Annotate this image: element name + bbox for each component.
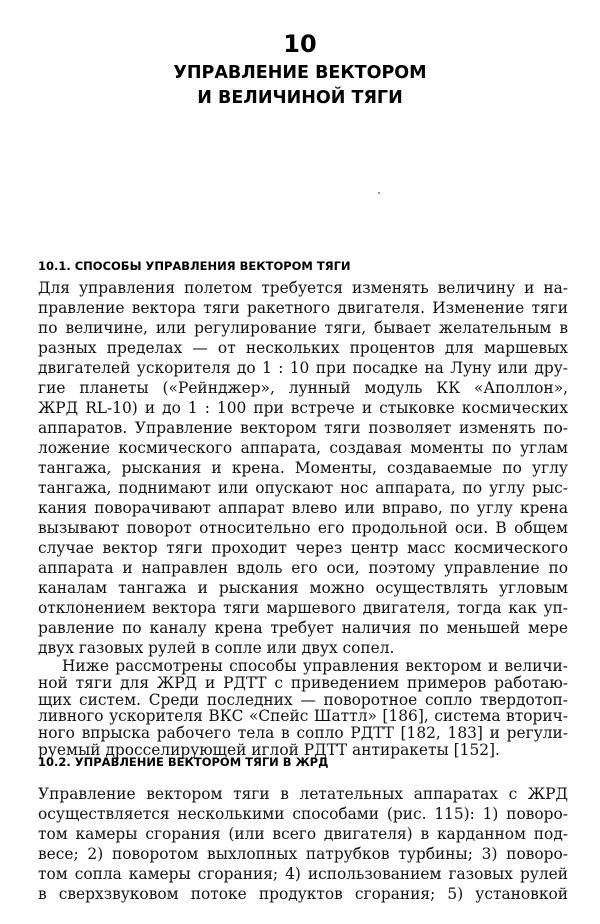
text-line: ложение космического аппарата, создавая моменты по углам	[38, 439, 568, 457]
text-line: том сопла камеры сгорания; 4) использованием газовых рулей	[38, 865, 568, 883]
page-speck	[378, 192, 380, 194]
text-line: аппаратов. Управление вектором тяги позволяет изменять по-	[38, 419, 568, 437]
section-heading-10-2: 10.2. УПРАВЛЕНИЕ ВЕКТОРОМ ТЯГИ В ЖРД	[38, 755, 329, 769]
text-line: руемый дросселирующей иглой РДТТ антиракеты [152].	[38, 741, 500, 759]
text-line: тангажа, поднимают или опускают нос аппарата, по углу рыс-	[38, 479, 568, 497]
chapter-title-line-2: И ВЕЛИЧИНОЙ ТЯГИ	[197, 88, 403, 108]
text-line: Управление вектором тяги в летательных аппаратах с ЖРД	[38, 785, 568, 803]
text-line: правление вектора тяги ракетного двигателя. Изменение тяги	[38, 299, 568, 317]
chapter-number: 10	[283, 30, 317, 58]
text-line: равление по каналу крена требует наличия по меньшей мере	[38, 619, 568, 637]
chapter-title-line-1: УПРАВЛЕНИЕ ВЕКТОРОМ	[173, 63, 427, 83]
text-line: двух газовых рулей в сопле или двух сопел.	[38, 639, 395, 657]
text-line: случае вектор тяги проходит через центр масс космического	[38, 539, 568, 557]
text-line: ного впрыска рабочего тела в сопло РДТТ [182, 183] и регули-	[38, 724, 568, 743]
text-line: осуществляется несколькими способами (рис. 115): 1) поворо-	[38, 805, 568, 823]
text-line: разных пределах — от нескольких процентов для маршевых	[38, 339, 568, 357]
text-line: гие планеты («Рейнджер», лунный модуль КК «Аполлон»,	[38, 379, 568, 397]
text-line: Ниже рассмотрены способы управления вектором и величи-	[62, 657, 568, 675]
text-line: ЖРД RL-10) и до 1 : 100 при встрече и стыковке космических	[38, 399, 568, 417]
text-line: Для управления полетом требуется изменять величину и на-	[38, 279, 568, 297]
text-line: вызывают поворот относительно его продольной оси. В общем	[38, 519, 568, 537]
text-line: щих систем. Среди последних — поворотное сопло твердотоп-	[38, 690, 568, 709]
text-line: каналам тангажа и рыскания можно осуществлять угловым	[38, 579, 568, 597]
text-line: по величине, или регулирование тяги, бывает желательным в	[38, 319, 568, 337]
text-line: весе; 2) поворотом выхлопных патрубков турбины; 3) поворо-	[38, 845, 568, 863]
section-heading-10-1: 10.1. СПОСОБЫ УПРАВЛЕНИЯ ВЕКТОРОМ ТЯГИ	[38, 259, 351, 273]
text-line: том камеры сгорания (или всего двигателя) в карданном под-	[38, 825, 568, 843]
text-line: в сверхзвуковом потоке продуктов сгорания; 5) установкой	[38, 885, 568, 903]
text-line: отклонением вектора тяги маршевого двигателя, тогда как уп-	[38, 599, 568, 617]
text-line: кания поворачивают аппарат влево или вправо, по углу крена	[38, 499, 568, 517]
text-line: двигателей ускорителя до 1 : 10 при посадке на Луну или дру-	[38, 359, 568, 377]
text-line: ливного ускорителя ВКС «Спейс Шаттл» [186], система вторич-	[38, 707, 568, 726]
text-line: ной тяги для ЖРД и РДТТ с приведением примеров работаю-	[38, 673, 568, 692]
text-line: аппарата и направлен вдоль его оси, поэтому управление по	[38, 559, 568, 577]
text-line: тангажа, рыскания и крена. Моменты, создаваемые по углу	[38, 459, 568, 477]
